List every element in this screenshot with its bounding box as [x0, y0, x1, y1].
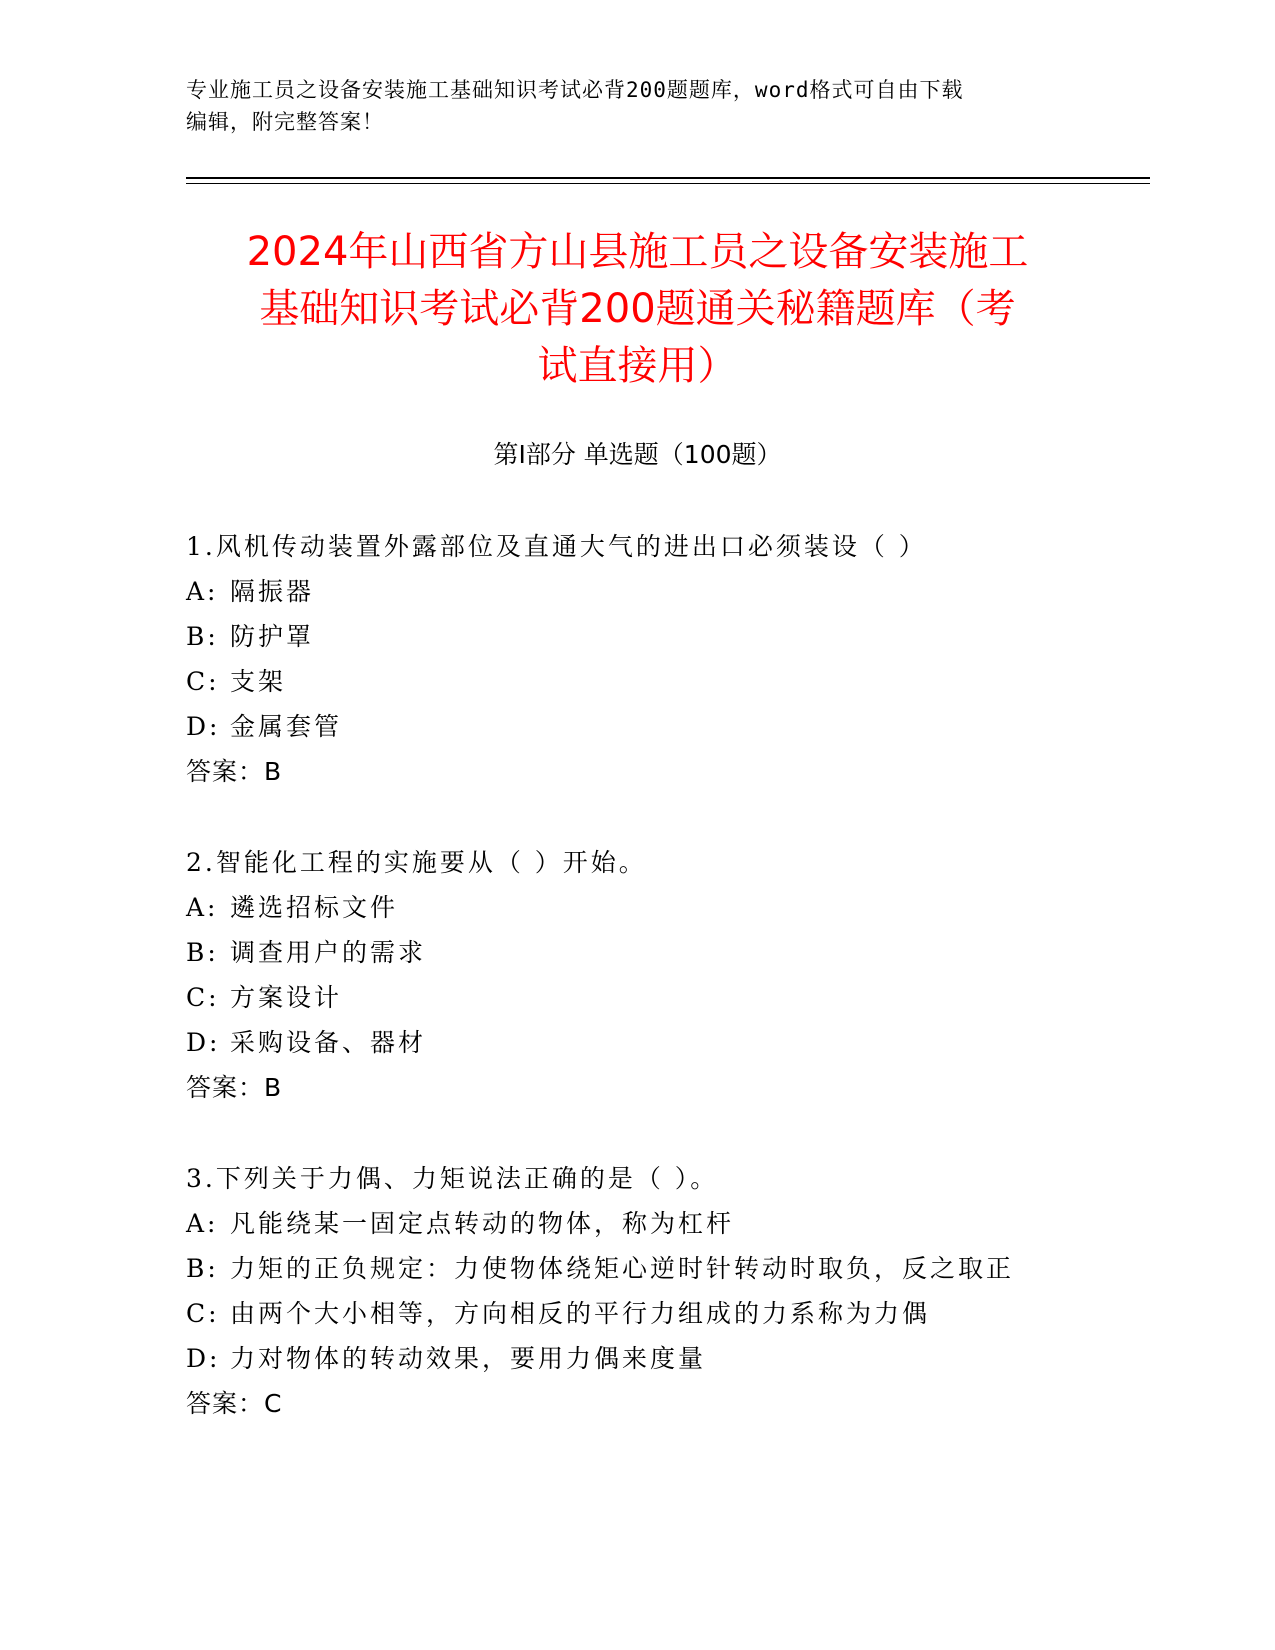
question-1: [186, 524, 1136, 794]
question-stem: 1.风机传动装置外露部位及直通大气的进出口必须装设（ ）: [186, 532, 927, 561]
question-list: [186, 524, 1136, 1472]
option-label: A:: [186, 893, 219, 922]
option-text: 力矩的正负规定：力使物体绕矩心逆时针转动时取负，反之取正: [230, 1254, 1015, 1283]
option-text: 支架: [230, 667, 287, 696]
option-text: 凡能绕某一固定点转动的物体，称为杠杆: [230, 1209, 735, 1238]
header-note: [186, 74, 1066, 138]
option-text: 遴选招标文件: [230, 893, 399, 922]
option-text: 由两个大小相等，方向相反的平行力组成的力系称为力偶: [230, 1299, 931, 1328]
option-d: [186, 1336, 1136, 1381]
option-a: [186, 569, 1136, 614]
document-title-line-2: 基础知识考试必背200题通关秘籍题库（考: [259, 286, 1016, 332]
document-title-line-3: 试直接用）: [537, 343, 738, 389]
option-label: C:: [186, 983, 220, 1012]
option-c: [186, 975, 1136, 1020]
question-stem: 2.智能化工程的实施要从（ ）开始。: [186, 848, 647, 877]
option-c: [186, 1291, 1136, 1336]
option-label: C:: [186, 667, 220, 696]
header-note-line-1: 专业施工员之设备安装施工基础知识考试必背200题题库，word格式可自由下载: [186, 78, 964, 102]
option-text: 调查用户的需求: [230, 938, 427, 967]
option-label: A:: [186, 577, 219, 606]
option-b: [186, 930, 1136, 975]
option-text: 防护罩: [230, 622, 315, 651]
option-d: [186, 704, 1136, 749]
answer-line: 答案：B: [186, 757, 283, 786]
header-rule-thick: [186, 177, 1150, 179]
option-text: 力对物体的转动效果，要用力偶来度量: [230, 1344, 707, 1373]
question-3: [186, 1156, 1136, 1426]
question-stem: 3.下列关于力偶、力矩说法正确的是（ ）。: [186, 1164, 719, 1193]
option-label: C:: [186, 1299, 220, 1328]
option-label: D:: [186, 712, 221, 741]
document-title-line-1: 2024年山西省方山县施工员之设备安装施工: [246, 229, 1029, 275]
option-c: [186, 659, 1136, 704]
option-label: B:: [186, 622, 219, 651]
option-text: 隔振器: [230, 577, 315, 606]
option-text: 金属套管: [230, 712, 343, 741]
answer-line: 答案：C: [186, 1389, 283, 1418]
header-note-line-2: 编辑，附完整答案！: [186, 110, 384, 134]
answer-line: 答案：B: [186, 1073, 283, 1102]
option-d: [186, 1020, 1136, 1065]
option-label: A:: [186, 1209, 219, 1238]
option-label: D:: [186, 1028, 221, 1057]
option-label: D:: [186, 1344, 221, 1373]
question-2: [186, 840, 1136, 1110]
option-a: [186, 1201, 1136, 1246]
section-heading: 第Ⅰ部分 单选题（100题）: [493, 440, 782, 469]
option-a: [186, 885, 1136, 930]
option-text: 采购设备、器材: [230, 1028, 427, 1057]
option-b: [186, 1246, 1136, 1291]
option-label: B:: [186, 938, 219, 967]
document-title: [160, 224, 1115, 395]
option-label: B:: [186, 1254, 219, 1283]
header-rule-thin: [186, 183, 1150, 184]
option-b: [186, 614, 1136, 659]
option-text: 方案设计: [230, 983, 343, 1012]
